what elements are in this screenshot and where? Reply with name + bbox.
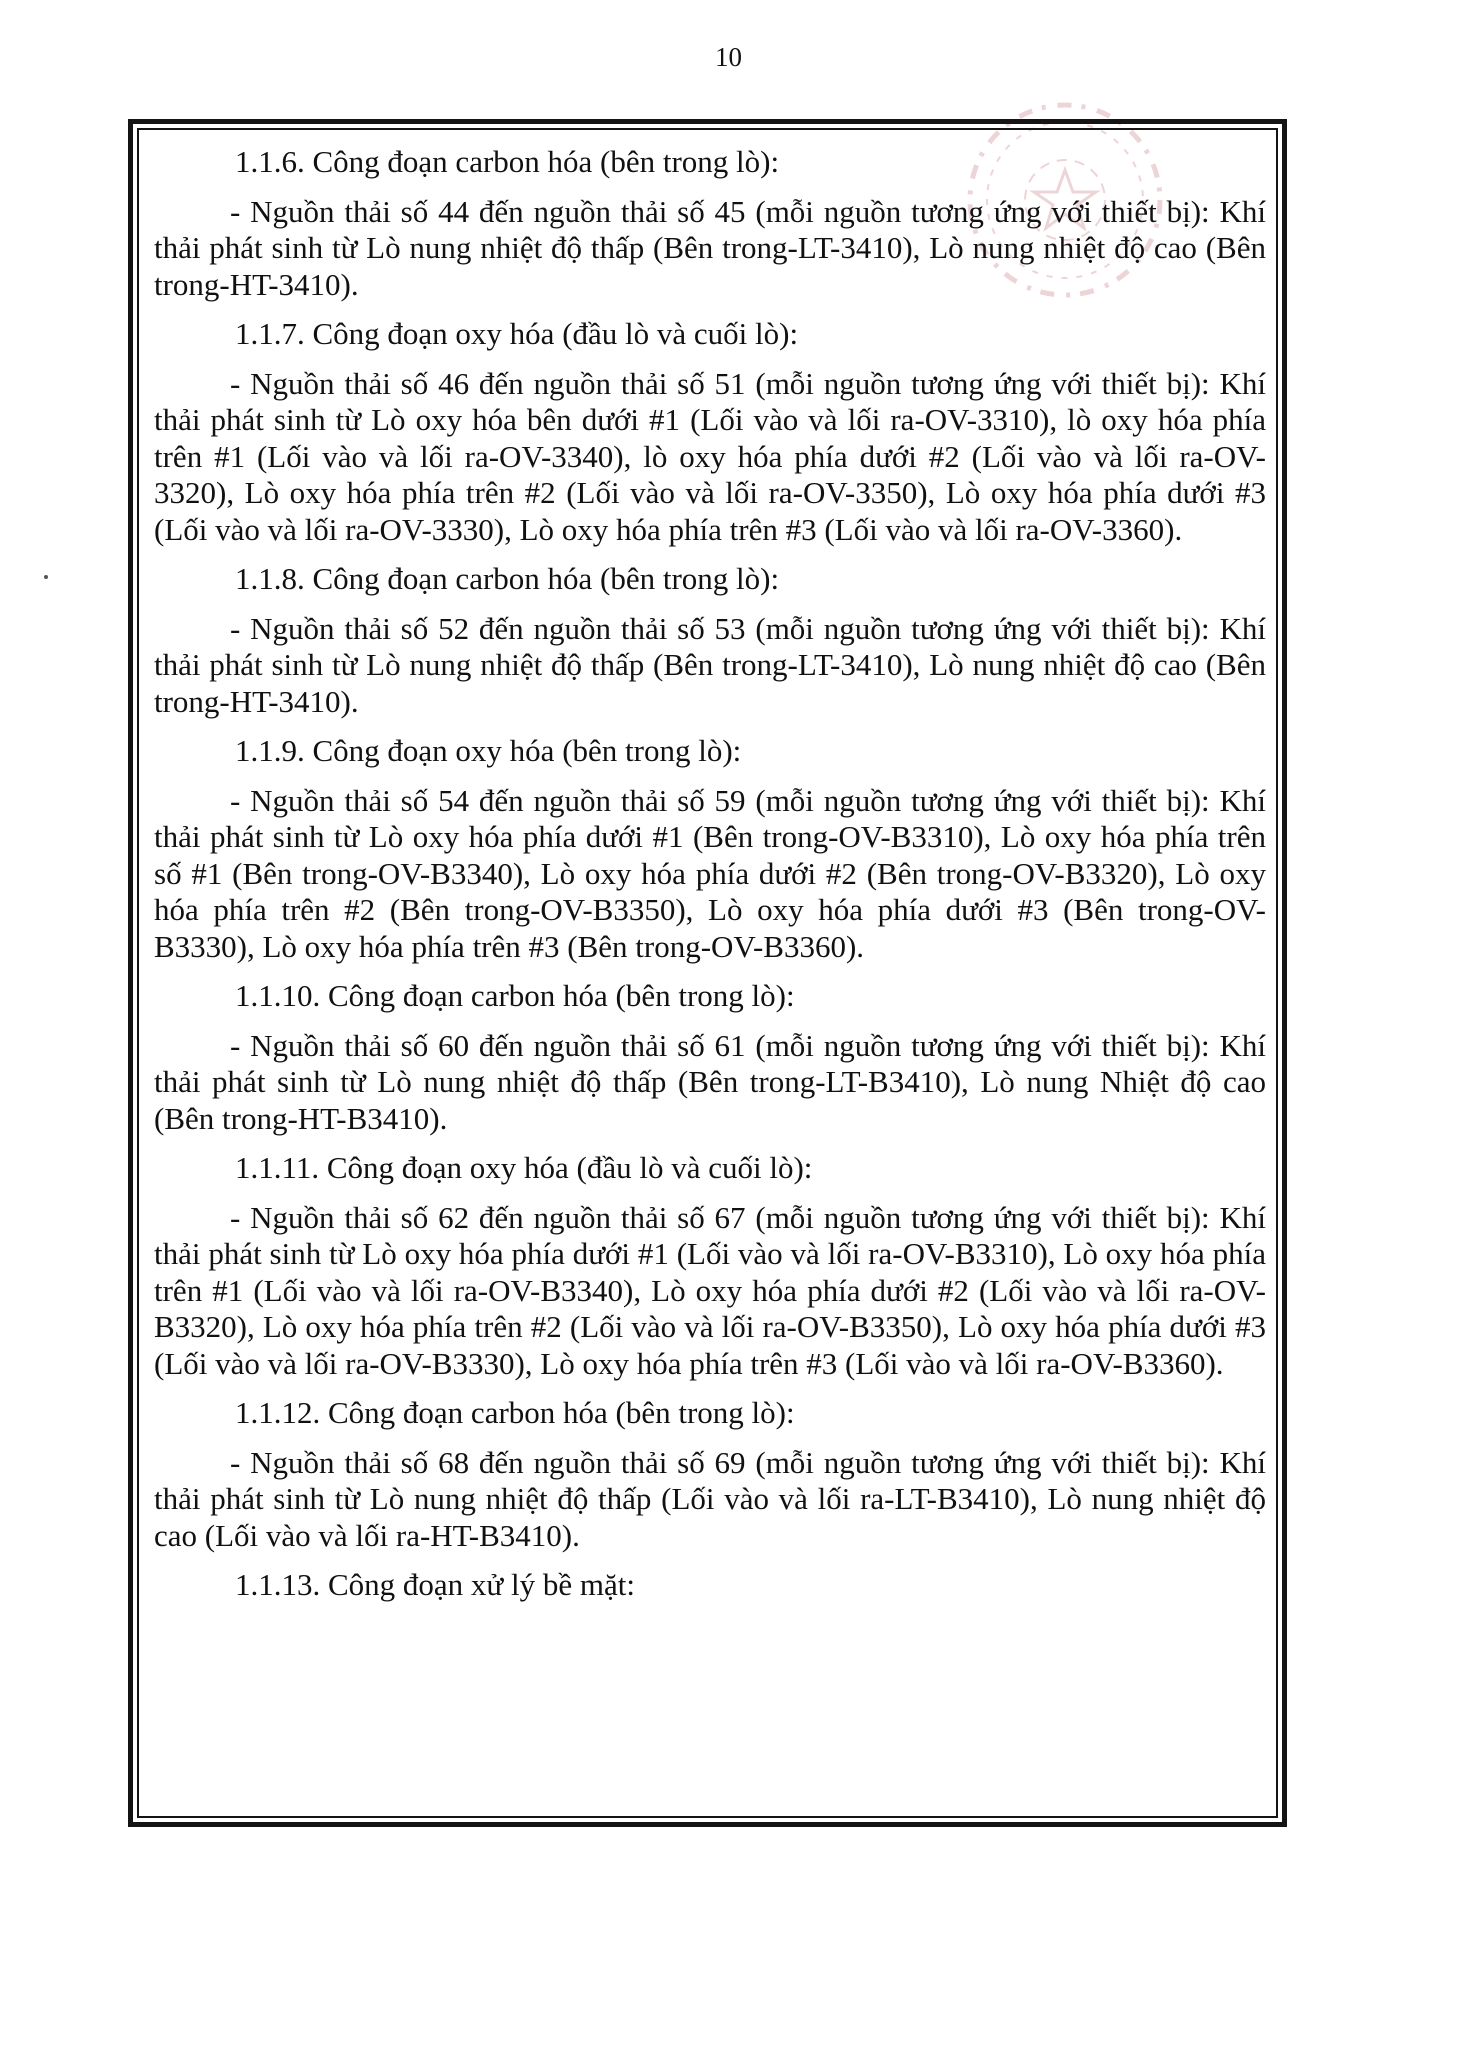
section-heading-1-1-10: 1.1.10. Công đoạn carbon hóa (bên trong lò): [235, 978, 795, 1013]
section-heading-1-1-9: 1.1.9. Công đoạn oxy hóa (bên trong lò): [235, 733, 742, 768]
section-text-1-1-8: - Nguồn thải số 52 đến nguồn thải số 53 (mỗi nguồn tương ứng với thiết bị): Khí thải phát sinh từ Lò nung nhiệt độ thấp (Bên trong-LT-3410), Lò nung nhiệt độ cao (Bên trong-HT-3410). [154, 610, 1266, 719]
section-heading-1-1-13: 1.1.13. Công đoạn xử lý bề mặt: [235, 1567, 635, 1602]
document-body [154, 144, 1266, 1617]
section-heading-1-1-12: 1.1.12. Công đoạn carbon hóa (bên trong lò): [235, 1395, 795, 1430]
section-text-1-1-11: - Nguồn thải số 62 đến nguồn thải số 67 (mỗi nguồn tương ứng với thiết bị): Khí thải phát sinh từ Lò oxy hóa phía dưới #1 (Lối vào và lối ra-OV-B3310), Lò oxy hóa phía trên #1 (Lối vào và lối ra-OV-B3340), Lò oxy hóa phía dưới #2 (Lối vào và lối ra-OV-B3320), Lò oxy hóa phía trên #2 (Lối vào và lối ra-OV-B3350), Lò oxy hóa phía dưới #3 (Lối vào và lối ra-OV-B3330), Lò oxy hóa phía trên #3 (Lối vào và lối ra-OV-B3360). [154, 1199, 1266, 1381]
page-number: 10 [715, 42, 742, 72]
section-text-1-1-12: - Nguồn thải số 68 đến nguồn thải số 69 (mỗi nguồn tương ứng với thiết bị): Khí thải phát sinh từ Lò nung nhiệt độ thấp (Lối vào và lối ra-LT-B3410), Lò nung nhiệt độ cao (Lối vào và lối ra-HT-B3410). [154, 1444, 1266, 1553]
section-heading-1-1-6: 1.1.6. Công đoạn carbon hóa (bên trong lò): [235, 144, 780, 179]
section-heading-1-1-8: 1.1.8. Công đoạn carbon hóa (bên trong lò): [235, 561, 780, 596]
section-text-1-1-10: - Nguồn thải số 60 đến nguồn thải số 61 (mỗi nguồn tương ứng với thiết bị): Khí thải phát sinh từ Lò nung nhiệt độ thấp (Bên trong-LT-B3410), Lò nung Nhiệt độ cao (Bên trong-HT-B3410). [154, 1027, 1266, 1136]
section-heading-1-1-7: 1.1.7. Công đoạn oxy hóa (đầu lò và cuối lò): [235, 316, 799, 351]
section-text-1-1-6: - Nguồn thải số 44 đến nguồn thải số 45 (mỗi nguồn tương ứng với thiết bị): Khí thải phát sinh từ Lò nung nhiệt độ thấp (Bên trong-LT-3410), Lò nung nhiệt độ cao (Bên trong-HT-3410). [154, 193, 1266, 302]
scan-speck [44, 575, 48, 579]
section-heading-1-1-11: 1.1.11. Công đoạn oxy hóa (đầu lò và cuối lò): [235, 1150, 813, 1185]
section-text-1-1-9: - Nguồn thải số 54 đến nguồn thải số 59 (mỗi nguồn tương ứng với thiết bị): Khí thải phát sinh từ Lò oxy hóa phía dưới #1 (Bên trong-OV-B3310), Lò oxy hóa phía trên số #1 (Bên trong-OV-B3340), Lò oxy hóa phía dưới #2 (Bên trong-OV-B3320), Lò oxy hóa phía trên #2 (Bên trong-OV-B3350), Lò oxy hóa phía dưới #3 (Bên trong-OV-B3330), Lò oxy hóa phía trên #3 (Bên trong-OV-B3360). [154, 782, 1266, 964]
section-text-1-1-7: - Nguồn thải số 46 đến nguồn thải số 51 (mỗi nguồn tương ứng với thiết bị): Khí thải phát sinh từ Lò oxy hóa bên dưới #1 (Lối vào và lối ra-OV-3310), lò oxy hóa phía trên #1 (Lối vào và lối ra-OV-3340), lò oxy hóa phía dưới #2 (Lối vào và lối ra-OV-3320), Lò oxy hóa phía trên #2 (Lối vào và lối ra-OV-3350), Lò oxy hóa phía dưới #3 (Lối vào và lối ra-OV-3330), Lò oxy hóa phía trên #3 (Lối vào và lối ra-OV-3360). [154, 365, 1266, 547]
